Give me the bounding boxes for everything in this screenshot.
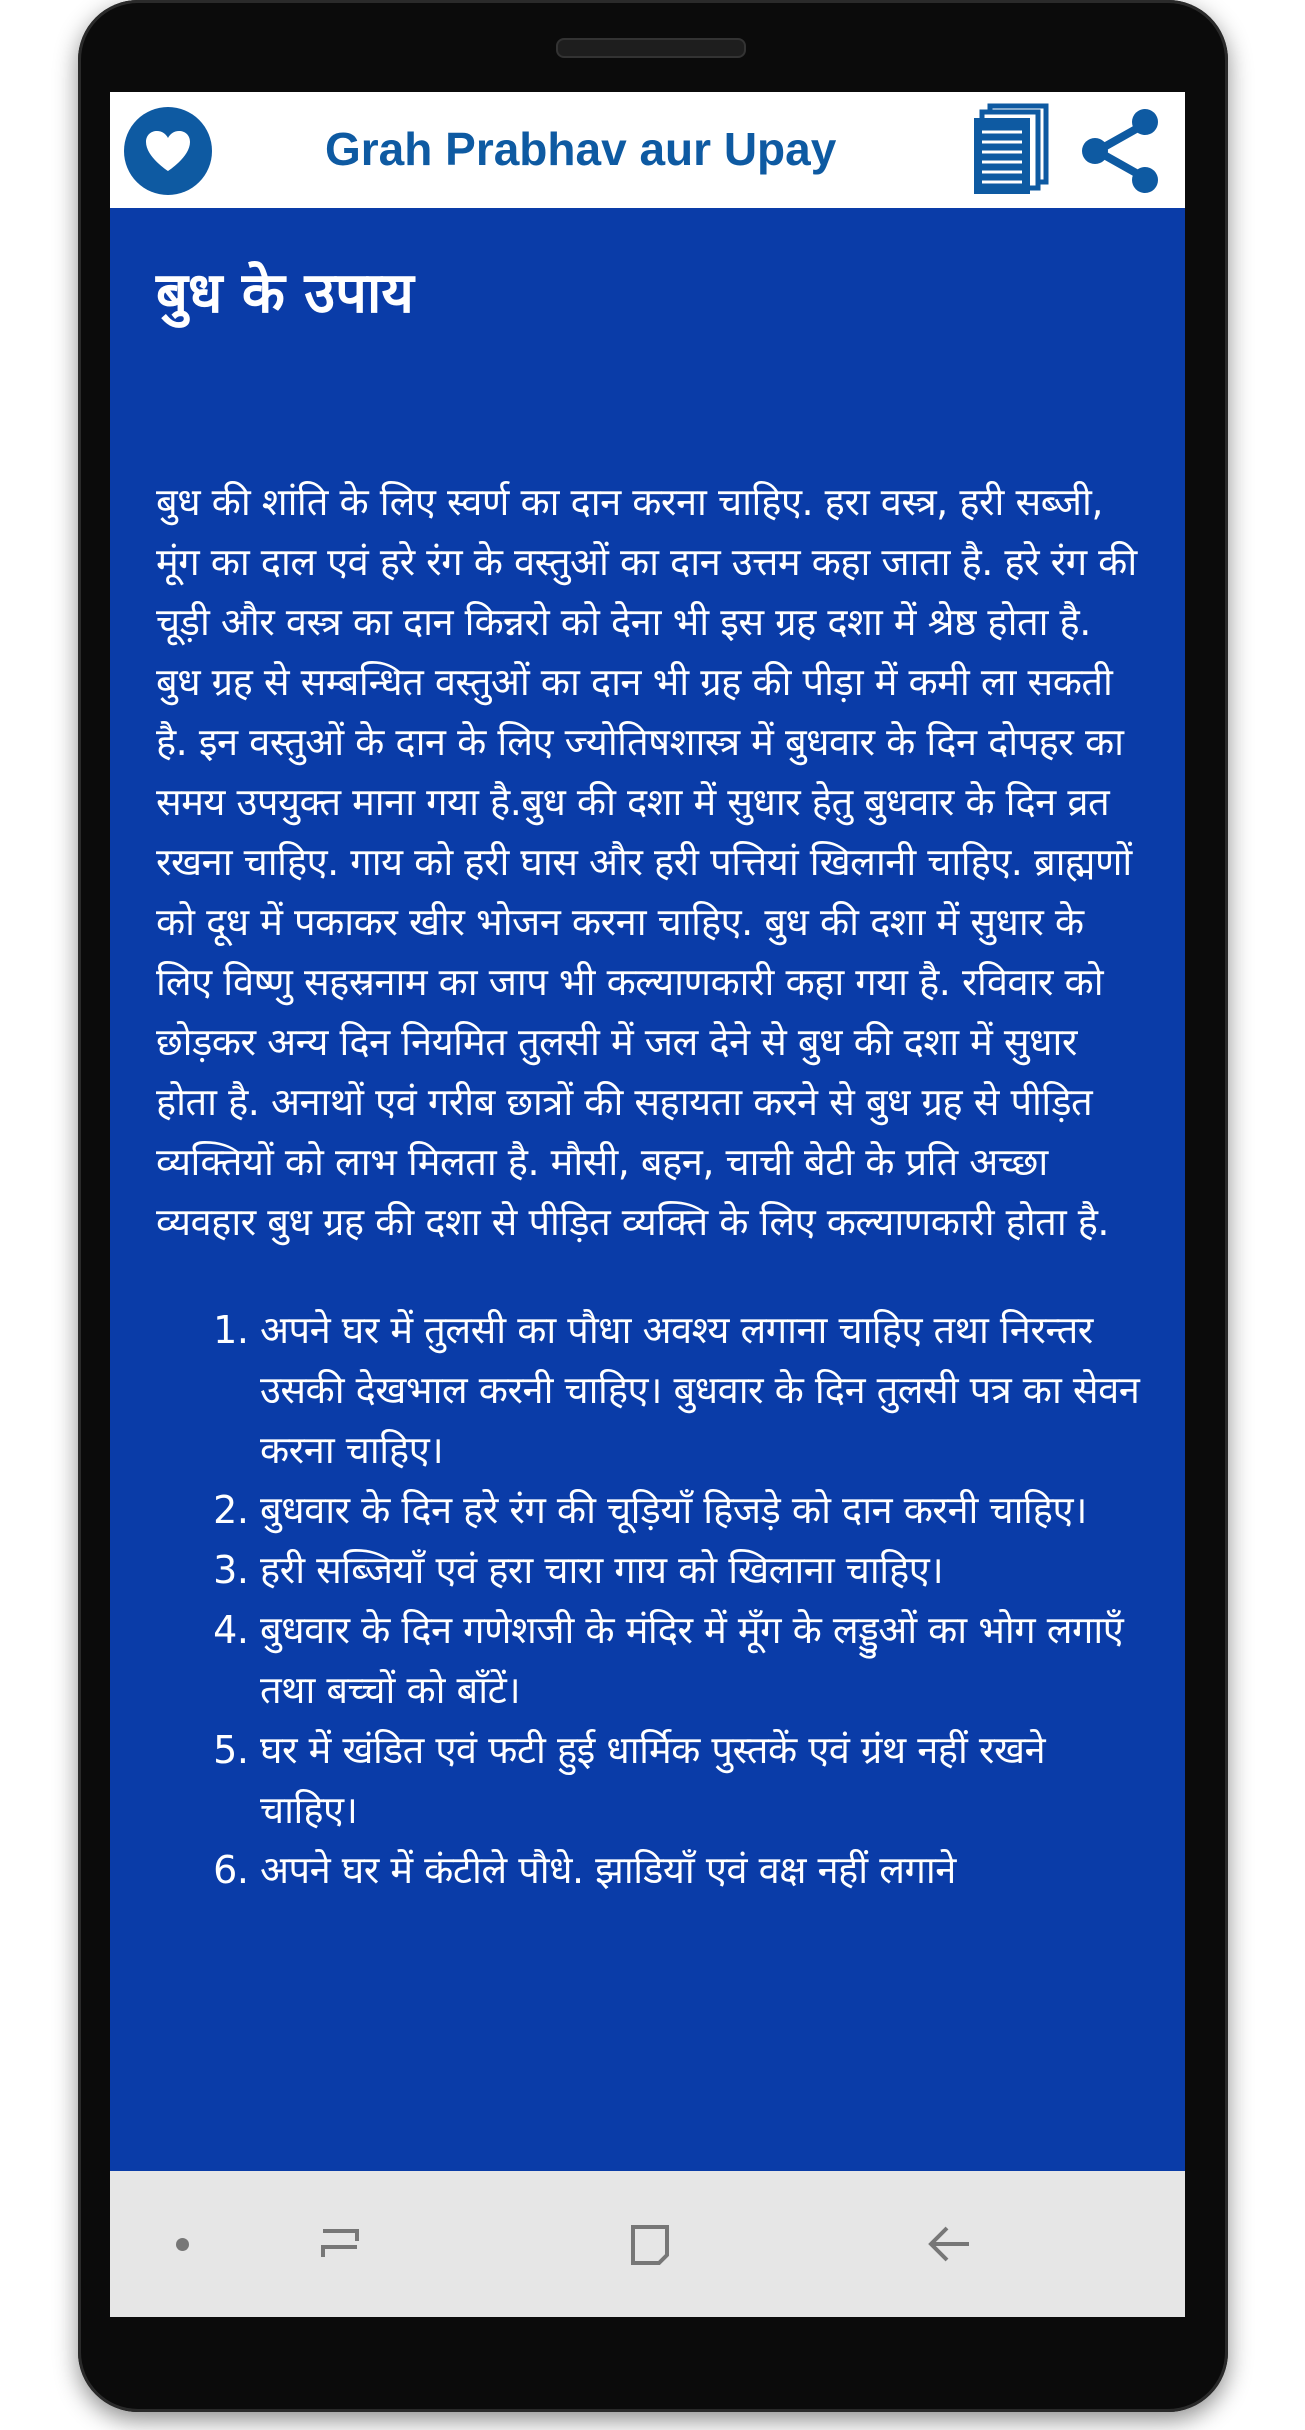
document-list-icon: [970, 102, 1050, 198]
list-item: 4. बुधवार के दिन गणेशजी के मंदिर में मूँग के लड्डुओं का भोग लगाएँ तथा बच्चों को बाँटें।: [260, 1600, 1146, 1720]
article-heading: बुध के उपाय: [156, 261, 414, 326]
back-icon: [925, 2219, 975, 2269]
favorite-button[interactable]: [124, 107, 212, 195]
app-bar: [110, 92, 1185, 208]
heart-icon: [142, 127, 194, 175]
home-button[interactable]: [625, 2219, 675, 2269]
phone-frame: [78, 0, 1228, 2412]
recent-apps-icon: [315, 2219, 365, 2269]
home-icon: [625, 2219, 675, 2269]
list-item: 6. अपने घर में कंटीले पौधे. झाडियाँ एवं वक्ष नहीं लगाने: [260, 1840, 1146, 1900]
document-list-button[interactable]: [970, 102, 1050, 198]
list-item: 5. घर में खंडित एवं फटी हुई धार्मिक पुस्तकें एवं ग्रंथ नहीं रखने चाहिए।: [260, 1720, 1146, 1840]
system-nav-bar: [110, 2171, 1185, 2317]
share-icon: [1075, 106, 1165, 196]
speaker-grille: [556, 38, 746, 58]
list-item: 2. बुधवार के दिन हरे रंग की चूड़ियाँ हिजड़े को दान करनी चाहिए।: [260, 1480, 1146, 1540]
list-item: 3. हरी सब्जियाँ एवं हरा चारा गाय को खिलाना चाहिए।: [260, 1540, 1146, 1600]
article-content[interactable]: [156, 208, 1146, 1900]
screen: [110, 92, 1185, 2317]
remedy-list: [156, 1300, 1146, 1900]
article-paragraph: बुध की शांति के लिए स्वर्ण का दान करना चाहिए. हरा वस्त्र, हरी सब्जी, मूंग का दाल एवं हरे रंग के वस्तुओं का दान उत्तम कहा जाता है. हरे रंग की चूड़ी और वस्त्र का दान किन्नरो को देना भी इस ग्रह दशा में श्रेष्ठ होता है. बुध ग्रह से सम्बन्धित वस्तुओं का दान भी ग्रह की पीड़ा में कमी ला सकती है. इन वस्तुओं के दान के लिए ज्योतिषशास्त्र में बुधवार के दिन दोपहर का समय उपयुक्त माना गया है.बुध की दशा में सुधार हेतु बुधवार के दिन व्रत रखना चाहिए. गाय को हरी घास और हरी पत्तियां खिलानी चाहिए. ब्राह्मणों को दूध में पकाकर खीर भोजन करना चाहिए. बुध की दशा में सुधार के लिए विष्णु सहस्रनाम का जाप भी कल्याणकारी कहा गया है. रविवार को छोड़कर अन्य दिन नियमित तुलसी में जल देने से बुध की दशा में सुधार होता है. अनाथों एवं गरीब छात्रों की सहायता करने से बुध ग्रह से पीड़ित व्यक्तियों को लाभ मिलता है. मौसी, बहन, चाची बेटी के प्रति अच्छा व्यवहार बुध ग्रह की दशा से पीड़ित व्यक्ति के लिए कल्याणकारी होता है.: [156, 480, 1137, 1244]
dot-icon[interactable]: [176, 2238, 189, 2251]
back-button[interactable]: [925, 2219, 975, 2269]
app-title: Grah Prabhav aur Upay: [325, 123, 837, 175]
share-button[interactable]: [1075, 106, 1165, 196]
recent-apps-button[interactable]: [315, 2219, 365, 2269]
list-item: 1. अपने घर में तुलसी का पौधा अवश्य लगाना चाहिए तथा निरन्तर उसकी देखभाल करनी चाहिए। बुधवार के दिन तुलसी पत्र का सेवन करना चाहिए।: [260, 1300, 1146, 1480]
